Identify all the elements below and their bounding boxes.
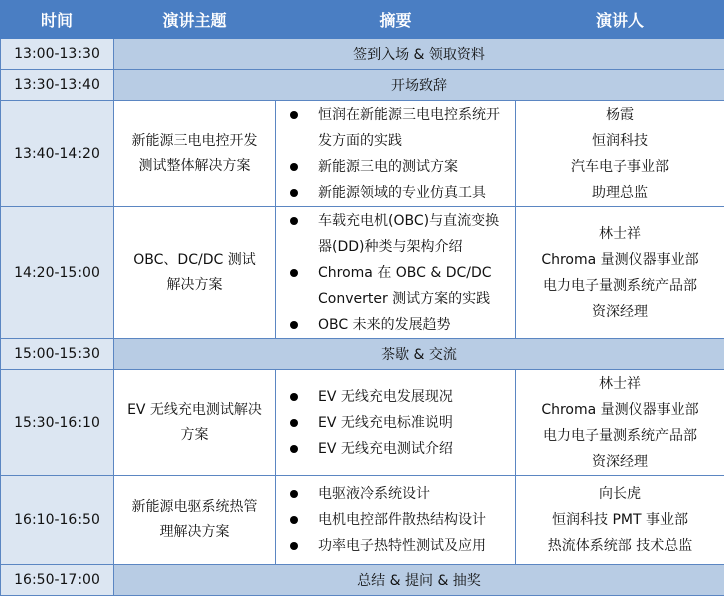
speaker-company: 恒润科技 PMT 事业部 bbox=[552, 512, 688, 528]
abstract-bullet: EV 无线充电标准说明 bbox=[288, 410, 505, 436]
speaker-company: 恒润科技 bbox=[592, 132, 648, 149]
session-row-closing bbox=[1, 565, 724, 596]
speaker-title: 资深经理 bbox=[592, 303, 648, 320]
speaker-title: 资深经理 bbox=[592, 453, 648, 470]
session-time: 13:40-14:20 bbox=[1, 101, 114, 207]
speaker-department: 电力电子量测系统产品部 bbox=[543, 427, 697, 444]
session-speaker bbox=[516, 476, 724, 565]
session-time: 15:30-16:10 bbox=[1, 370, 114, 476]
session-row bbox=[1, 370, 724, 476]
abstract-bullet: OBC 未来的发展趋势 bbox=[288, 312, 505, 338]
session-time: 16:10-16:50 bbox=[1, 476, 114, 565]
session-row bbox=[1, 476, 724, 565]
session-time: 16:50-17:00 bbox=[1, 565, 114, 596]
topic-line: 解决方案 bbox=[166, 276, 223, 293]
speaker-department: 电力电子量测系统产品部 bbox=[543, 277, 697, 294]
speaker-title: 助理总监 bbox=[592, 184, 648, 201]
topic-line: 测试整体解决方案 bbox=[138, 157, 251, 174]
topic-line: EV 无线充电测试解决 bbox=[127, 401, 262, 418]
speaker-name: 林士祥 bbox=[599, 225, 641, 242]
header-time: 时间 bbox=[1, 1, 114, 39]
session-abstract bbox=[276, 370, 516, 476]
speaker-name: 向长虎 bbox=[599, 486, 641, 502]
session-speaker bbox=[516, 207, 724, 339]
session-time: 13:30-13:40 bbox=[1, 70, 114, 101]
header-row bbox=[1, 1, 724, 39]
session-span-label: 茶歇 & 交流 bbox=[114, 339, 724, 370]
abstract-bullet: 新能源三电的测试方案 bbox=[288, 154, 505, 180]
session-row-opening bbox=[1, 70, 724, 101]
session-row bbox=[1, 207, 724, 339]
speaker-name: 林士祥 bbox=[599, 375, 641, 392]
session-topic bbox=[114, 101, 276, 207]
speaker-department: 汽车电子事业部 bbox=[571, 158, 669, 175]
abstract-bullet: Chroma 在 OBC & DC/DC Converter 测试方案的实践 bbox=[288, 260, 505, 312]
session-topic bbox=[114, 370, 276, 476]
session-row-break bbox=[1, 339, 724, 370]
session-abstract bbox=[276, 101, 516, 207]
abstract-bullet: 新能源领域的专业仿真工具 bbox=[288, 180, 505, 206]
session-span-label: 签到入场 & 领取资料 bbox=[114, 39, 724, 70]
header-abstract: 摘要 bbox=[276, 1, 516, 39]
session-abstract bbox=[276, 476, 516, 565]
topic-line: OBC、DC/DC 测试 bbox=[133, 251, 256, 268]
session-row-checkin bbox=[1, 39, 724, 70]
session-time: 15:00-15:30 bbox=[1, 339, 114, 370]
session-abstract bbox=[276, 207, 516, 339]
session-speaker bbox=[516, 370, 724, 476]
abstract-bullet: 功率电子热特性测试及应用 bbox=[288, 533, 505, 559]
session-topic bbox=[114, 476, 276, 565]
header-speaker: 演讲人 bbox=[516, 1, 724, 39]
header-topic: 演讲主题 bbox=[114, 1, 276, 39]
session-time: 14:20-15:00 bbox=[1, 207, 114, 339]
topic-line: 新能源电驱系统热管 bbox=[131, 499, 258, 515]
abstract-bullet: 电驱液冷系统设计 bbox=[288, 481, 505, 507]
abstract-bullet: 恒润在新能源三电电控系统开发方面的实践 bbox=[288, 102, 505, 154]
speaker-company: Chroma 量测仪器事业部 bbox=[541, 251, 699, 268]
session-span-label: 开场致辞 bbox=[114, 70, 724, 101]
abstract-bullet: EV 无线充电发展现况 bbox=[288, 384, 505, 410]
abstract-bullet: EV 无线充电测试介绍 bbox=[288, 436, 505, 462]
speaker-company: Chroma 量测仪器事业部 bbox=[541, 401, 699, 418]
session-topic bbox=[114, 207, 276, 339]
speaker-department: 热流体系统部 技术总监 bbox=[547, 538, 693, 554]
abstract-bullet: 电机电控部件散热结构设计 bbox=[288, 507, 505, 533]
session-time: 13:00-13:30 bbox=[1, 39, 114, 70]
topic-line: 新能源三电电控开发 bbox=[131, 132, 258, 149]
session-row bbox=[1, 101, 724, 207]
topic-line: 理解决方案 bbox=[159, 524, 230, 540]
speaker-name: 杨霞 bbox=[606, 106, 634, 123]
session-speaker bbox=[516, 101, 724, 207]
session-span-label: 总结 & 提问 & 抽奖 bbox=[114, 565, 724, 596]
abstract-bullet: 车载充电机(OBC)与直流变换器(DD)种类与架构介绍 bbox=[288, 208, 505, 260]
topic-line: 方案 bbox=[180, 426, 209, 443]
